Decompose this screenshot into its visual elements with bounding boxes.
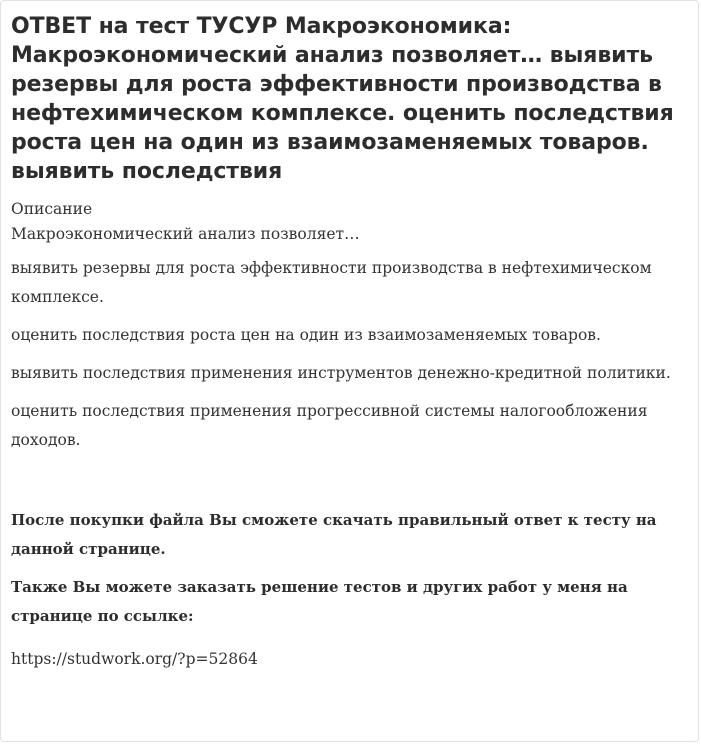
question-text: Макроэкономический анализ позволяет… <box>11 225 360 243</box>
page-title: ОТВЕТ на тест ТУСУР Макроэкономика: Макроэкономический анализ позволяет… выявить резервы для роста эффективности производства в нефтехимическом комплексе. оценить последствия роста цен на один из взаимозаменяемых товаров. выявить последствия <box>11 14 674 184</box>
description-label: Описание <box>11 200 93 218</box>
content-body <box>11 12 695 670</box>
purchase-note: После покупки файла Вы сможете скачать правильный ответ к тесту на данной странице. <box>11 511 657 558</box>
answer-option-4: оценить последствия применения прогрессивной системы налогообложения доходов. <box>11 402 648 449</box>
answer-option-2: оценить последствия роста цен на один из взаимозаменяемых товаров. <box>11 326 601 344</box>
answer-option-1: выявить резервы для роста эффективности производства в нефтехимическом комплексе. <box>11 259 652 306</box>
answer-option-3: выявить последствия применения инструментов денежно-кредитной политики. <box>11 364 671 382</box>
studwork-link[interactable]: https://studwork.org/?p=52864 <box>11 650 258 668</box>
order-note: Также Вы можете заказать решение тестов и других работ у меня на странице по ссылке: <box>11 578 628 625</box>
